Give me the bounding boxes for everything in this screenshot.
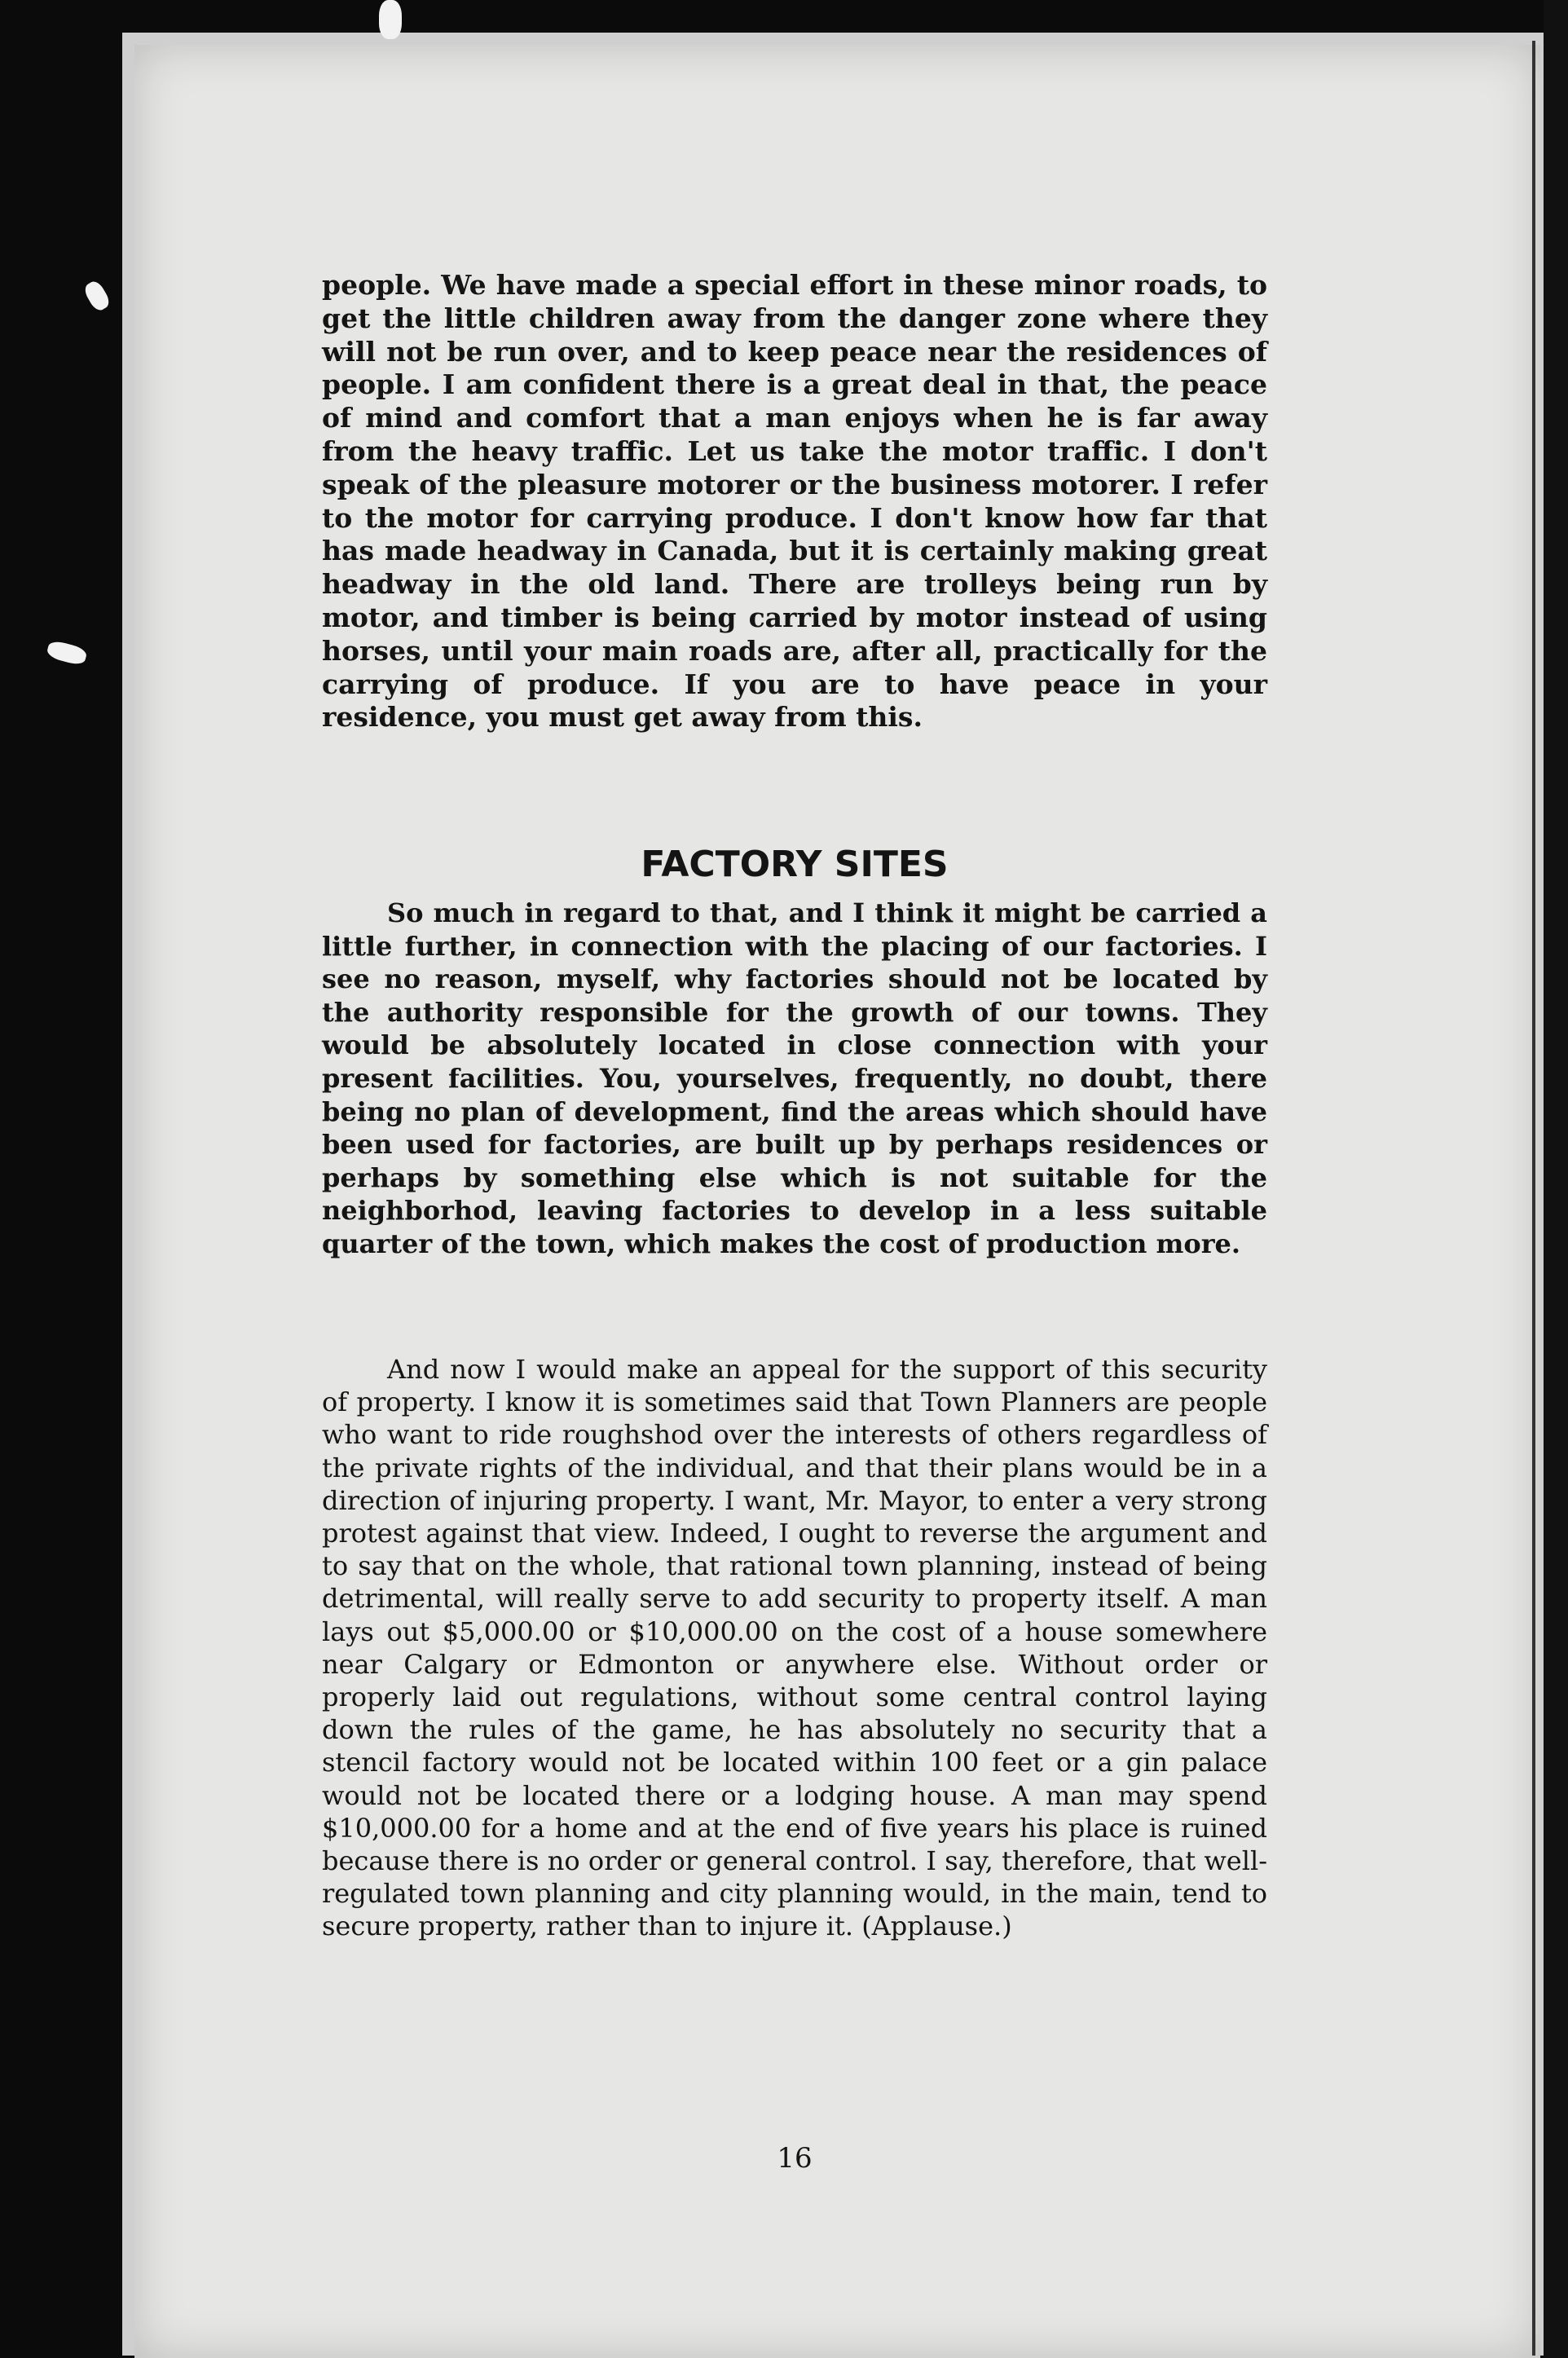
paragraph-text: And now I would make an appeal for the support of this security of property. I know it is sometimes said that Town Planners are people who want to ride roughshod over the interests of others regardless of the private rights of the individual, and that their plans would be in a direction of injuring property. I want, Mr. Mayor, to enter a very strong protest against that view. Indeed, I ought to reverse the argument and to say that on the whole, that rational town planning, instead of being detrimental, will really serve to add security to property itself. A man lays out $5,000.00 or $10,000.00 on the cost of a house somewhere near Calgary or Edmonton or anywhere else. Without order or properly laid out regulations, without some central control laying down the rules of the game, he has absolutely no security that a stencil factory would not be located within 100 feet or a gin palace would not be located there or a lodging house. A man may spend $10,000.00 for a home and at the end of five years his place is ruined because there is no order or general control. I say, therefore, that well-regulated town planning and city planning would, in the main, tend to secure property, rather than to injure it. (Applause.) [322, 1354, 1267, 1942]
binding-line [1532, 41, 1535, 2356]
scan-border [1544, 0, 1568, 2358]
scan-artifact [379, 0, 402, 39]
scan-artifact [81, 279, 112, 313]
paragraph-factory-sites [322, 897, 1267, 1261]
paragraph-text: people. We have made a special effort in these minor roads, to get the little children away from the danger zone where they will not be run over, and to keep peace near the residences of people. I am confident there is a great deal in that, the peace of mind and comfort that a man enjoys when he is far away from the heavy traffic. Let us take the motor traffic. I don't speak of the pleasure motorer or the business motorer. I refer to the motor for carrying produce. I don't know how far that has made headway in Canada, but it is certainly making great headway in the old land. There are trolleys being run by motor, and timber is being carried by motor instead of using horses, until your main roads are, after all, practically for the carrying of produce. If you are to have peace in your residence, you must get away from this. [322, 269, 1267, 734]
section-heading: FACTORY SITES [641, 844, 949, 885]
scan-artifact [46, 639, 88, 667]
paragraph-appeal [322, 1353, 1267, 1943]
page-number: 16 [777, 2142, 813, 2175]
paragraph-continued [322, 269, 1267, 734]
paragraph-text: So much in regard to that, and I think it might be carried a little further, in connection with the placing of our factories. I see no reason, myself, why factories should not be located by the authority responsible for the growth of our towns. They would be absolutely located in close connection with your present facilities. You, yourselves, frequently, no doubt, there being no plan of development, find the areas which should have been used for factories, are built up by perhaps residences or perhaps by something else which is not suitable for the neighborhod, leaving factories to develop in a less suitable quarter of the town, which makes the cost of production more. [322, 897, 1267, 1259]
